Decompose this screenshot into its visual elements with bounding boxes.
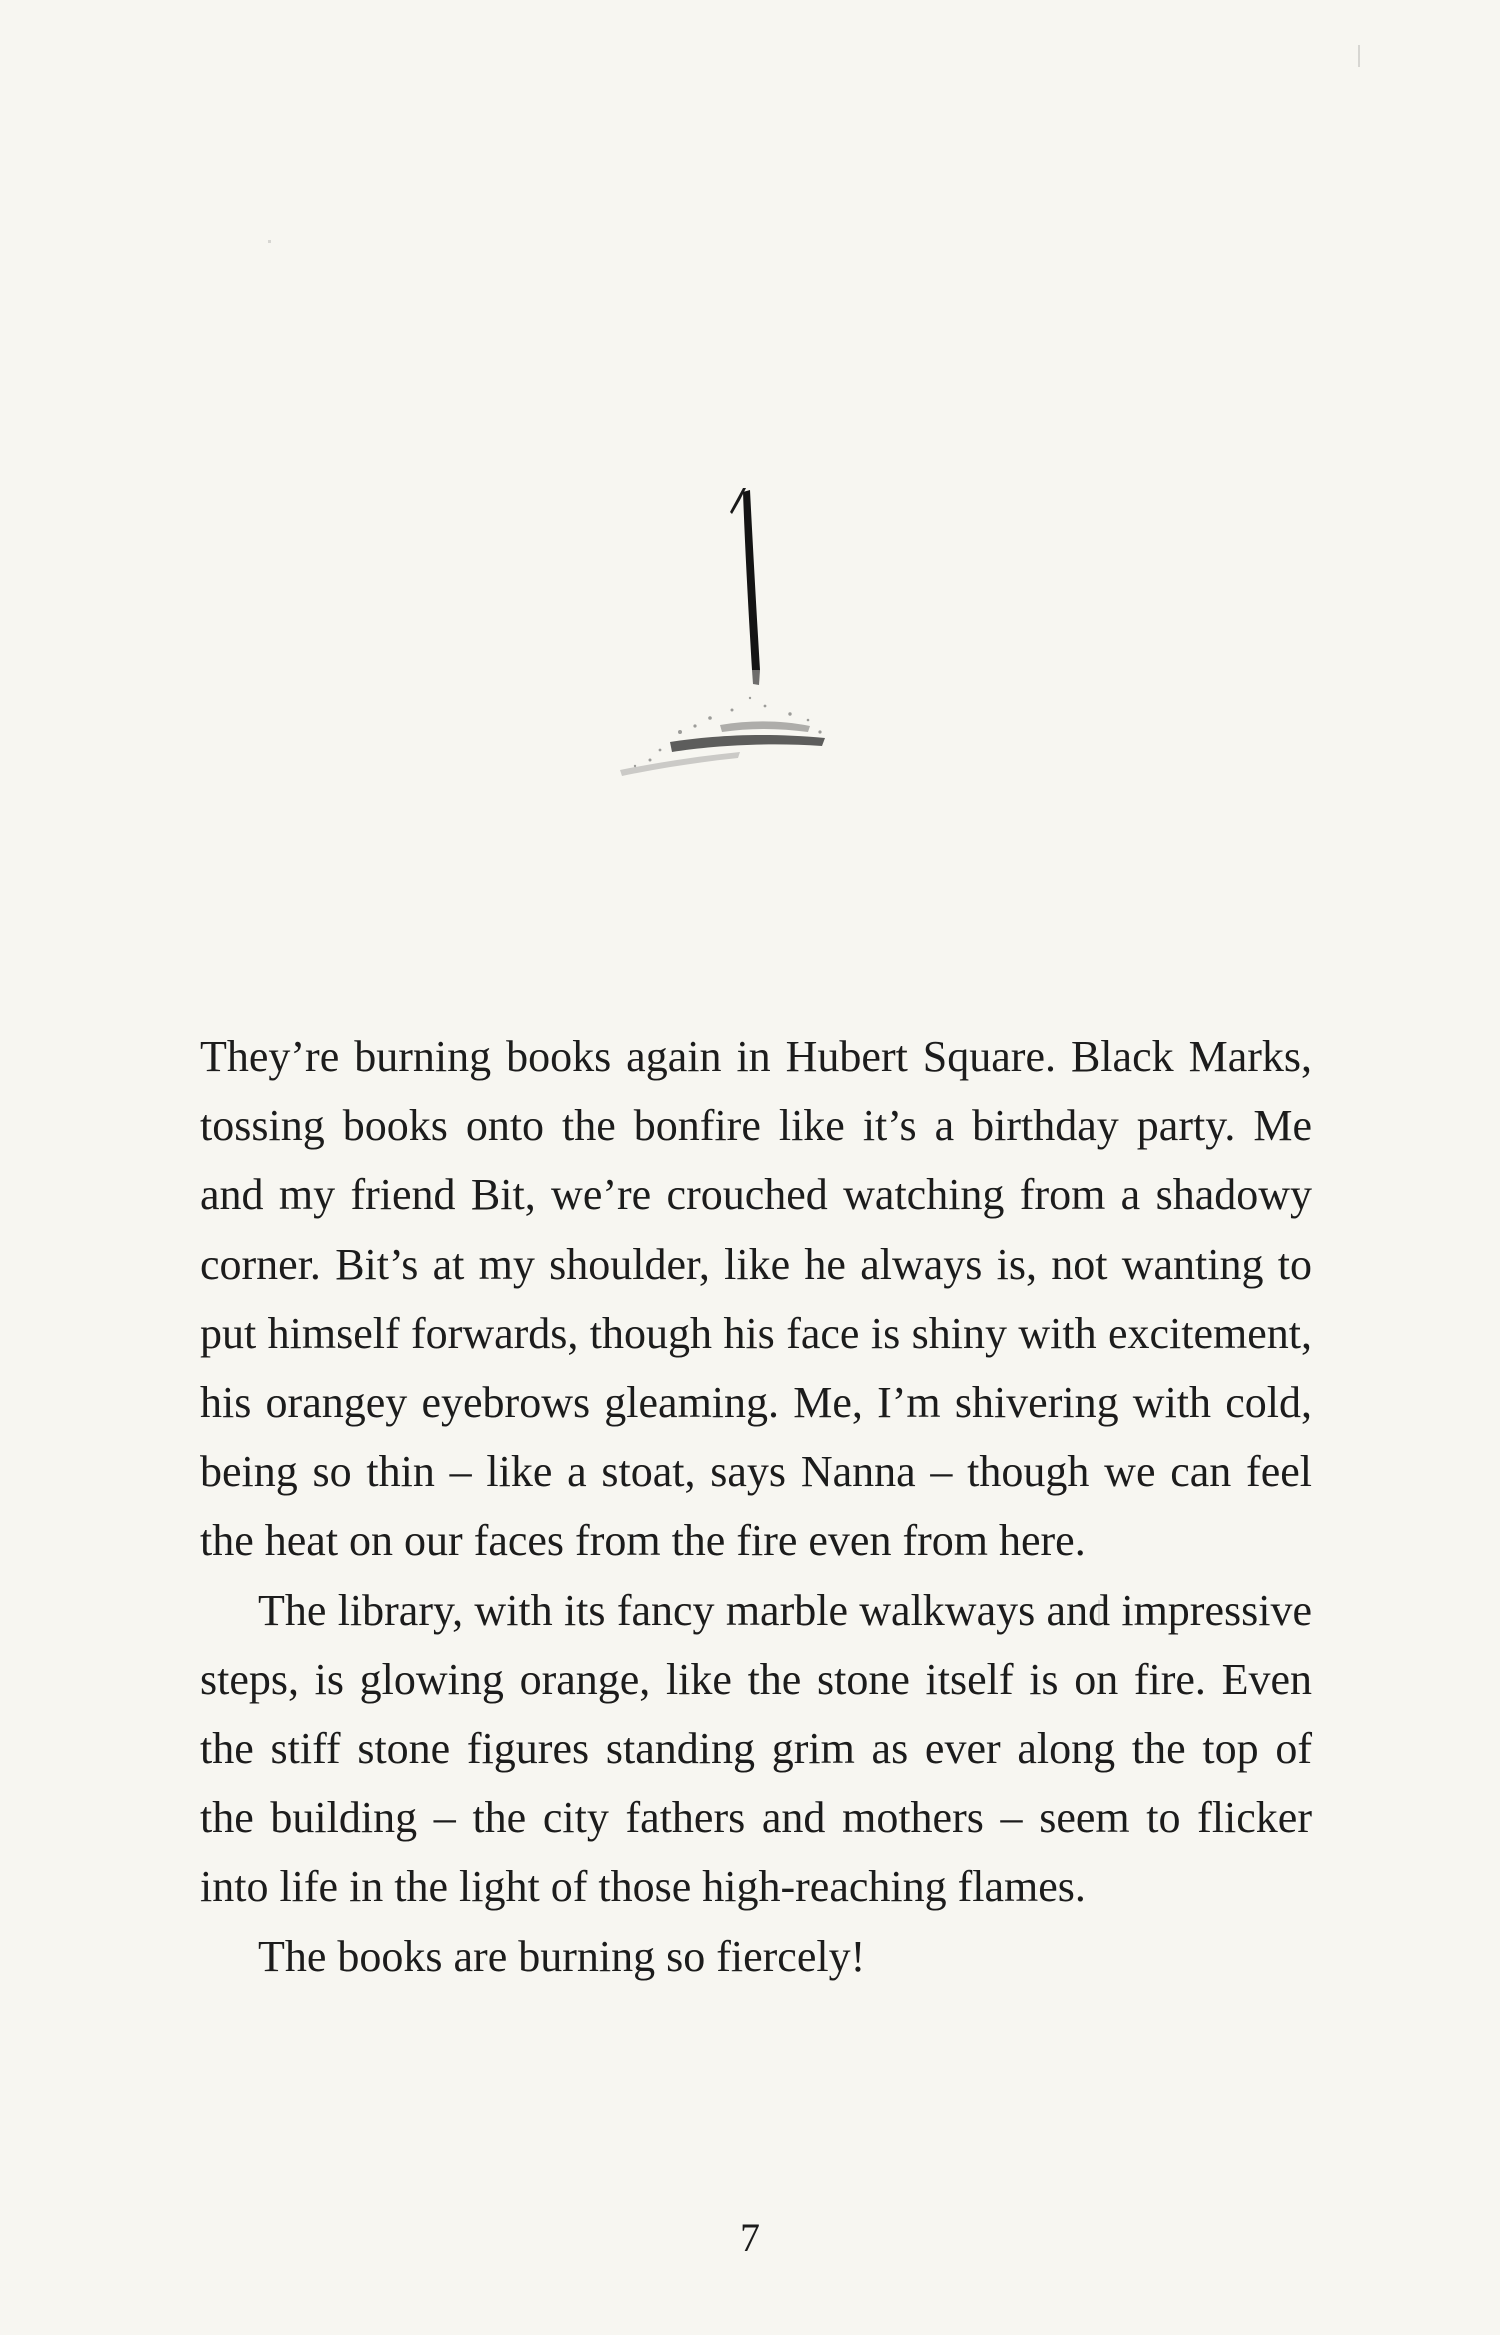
chapter-body-text — [200, 1022, 1312, 1991]
paper-speck — [268, 240, 271, 243]
page-number: 7 — [740, 2215, 760, 2260]
paragraph-1: They’re burning books again in Hubert Square. Black Marks, tossing books onto the bonfire like it’s a birthday party. Me and my friend Bit, we’re crouched watching from a shadowy corner. Bit’s at my shoulder, like he always is, not wanting to put himself forwards, though his face is shiny with excitement, his orangey eyebrows gleaming. Me, I’m shivering with cold, being so thin – like a stoat, says Nanna – though we can feel the heat on our faces from the fire even from here. — [200, 1032, 1312, 1566]
paragraph-3: The books are burning so fiercely! — [258, 1931, 866, 1981]
paper-speck — [1358, 45, 1360, 67]
paper-speck — [1098, 1600, 1100, 1626]
brush-stroke-chapter-number-icon — [560, 470, 890, 810]
paragraph-2: The library, with its fancy marble walkways and impressive steps, is glowing orange, like the stone itself is on fire. Even the stiff stone figures standing grim as ever along the top of the building – the city fathers and mothers – seem to flicker into life in the light of those high-reaching flames. — [200, 1585, 1312, 1912]
chapter-number-mark — [560, 470, 890, 810]
